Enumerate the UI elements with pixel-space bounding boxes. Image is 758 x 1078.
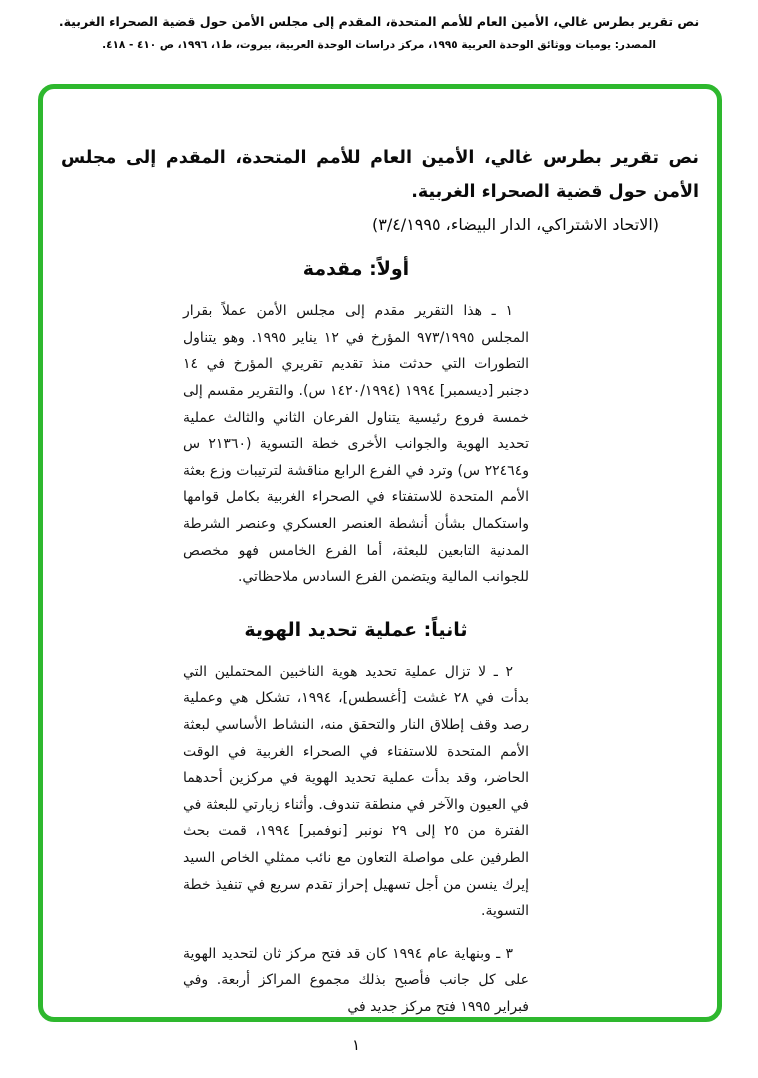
document-header: [0, 0, 758, 51]
content-frame: [38, 84, 722, 1022]
paragraph-3: ٣ ـ وبنهاية عام ١٩٩٤ كان قد فتح مركز ثان لتحديد الهوية على كل جانب فأصبح بذلك مجموع المراكز أربعة. وفي فبراير ١٩٩٥ فتح مركز جديد في: [183, 945, 529, 1015]
document-title: نص تقرير بطرس غالي، الأمين العام للأمم المتحدة، المقدم إلى مجلس الأمن حول قضية الصحراء الغربية.: [61, 148, 699, 203]
section-heading-introduction: أولاً: مقدمة: [302, 258, 410, 281]
page-number: ١: [351, 1036, 361, 1054]
header-source-line: المصدر: يوميات ووثائق الوحدة العربية ١٩٩٥، مركز دراسات الوحدة العربية، بيروت، ط١، ١٩٩٦، ص ٤١٠ - ٤١٨.: [102, 38, 656, 51]
text-column: [183, 258, 529, 1020]
paragraph-2: ٢ ـ لا تزال عملية تحديد هوية الناخبين المحتملين التي بدأت في ٢٨ غشت [أغسطس]، ١٩٩٤، تشكل هي وعملية رصد وقف إطلاق النار والتحقق منه، النشاط الأساسي لبعثة الأمم المتحدة للاستفتاء في الصحراء الغربية في الوقت الحاضر، وقد بدأت عملية تحديد الهوية في مركزين أحدهما في العيون والآخر في منطقة تندوف. وأثناء زيارتي للبعثة في الفترة من ٢٥ إلى ٢٩ نونبر [نوفمبر] ١٩٩٤، قمت بحث الطرفين على مواصلة التعاون مع نائب ممثلي الخاص السيد إيرك ينسن من أجل تسهيل إحراز تقدم سريع في تنفيذ خطة التسوية.: [183, 663, 530, 920]
section-heading-identification: ثانياً: عملية تحديد الهوية: [244, 618, 468, 641]
document-subtitle: (الاتحاد الاشتراكي، الدار البيضاء، ٣/٤/١٩٩٥): [371, 215, 659, 235]
paragraph-1: ١ ـ هذا التقرير مقدم إلى مجلس الأمن عملاً بقرار المجلس ٩٧٣/١٩٩٥ المؤرخ في ١٢ يناير ١٩٩٥. وهو يتناول التطورات التي حدثت منذ تقديم تقريري المؤرخ في ١٤ دجنبر [ديسمبر] ١٩٩٤ (١٤٢٠/١٩٩٤ س). والتقرير مقسم إلى خمسة فروع رئيسية يتناول الفرعان الثاني والثالث عملية تحديد الهوية والجوانب الأخرى خطة التسوية (٢١٣٦٠ س و٢٢٤٦٤ س) وترد في الفرع الرابع مناقشة لترتيبات وزع بعثة الأمم المتحدة للاستفتاء في الصحراء الغربية بكامل قوامها واستكمال بشأن أنشطة العنصر العسكري وعنصر الشرطة المدنية التابعين للبعثة، أما الفرع الخامس فهو مخصص للجوانب المالية ويتضمن الفرع السادس ملاحظاتي.: [183, 303, 529, 586]
header-title: نص تقرير بطرس غالي، الأمين العام للأمم المتحدة، المقدم إلى مجلس الأمن حول قضية الصحراء الغربية.: [58, 14, 700, 29]
